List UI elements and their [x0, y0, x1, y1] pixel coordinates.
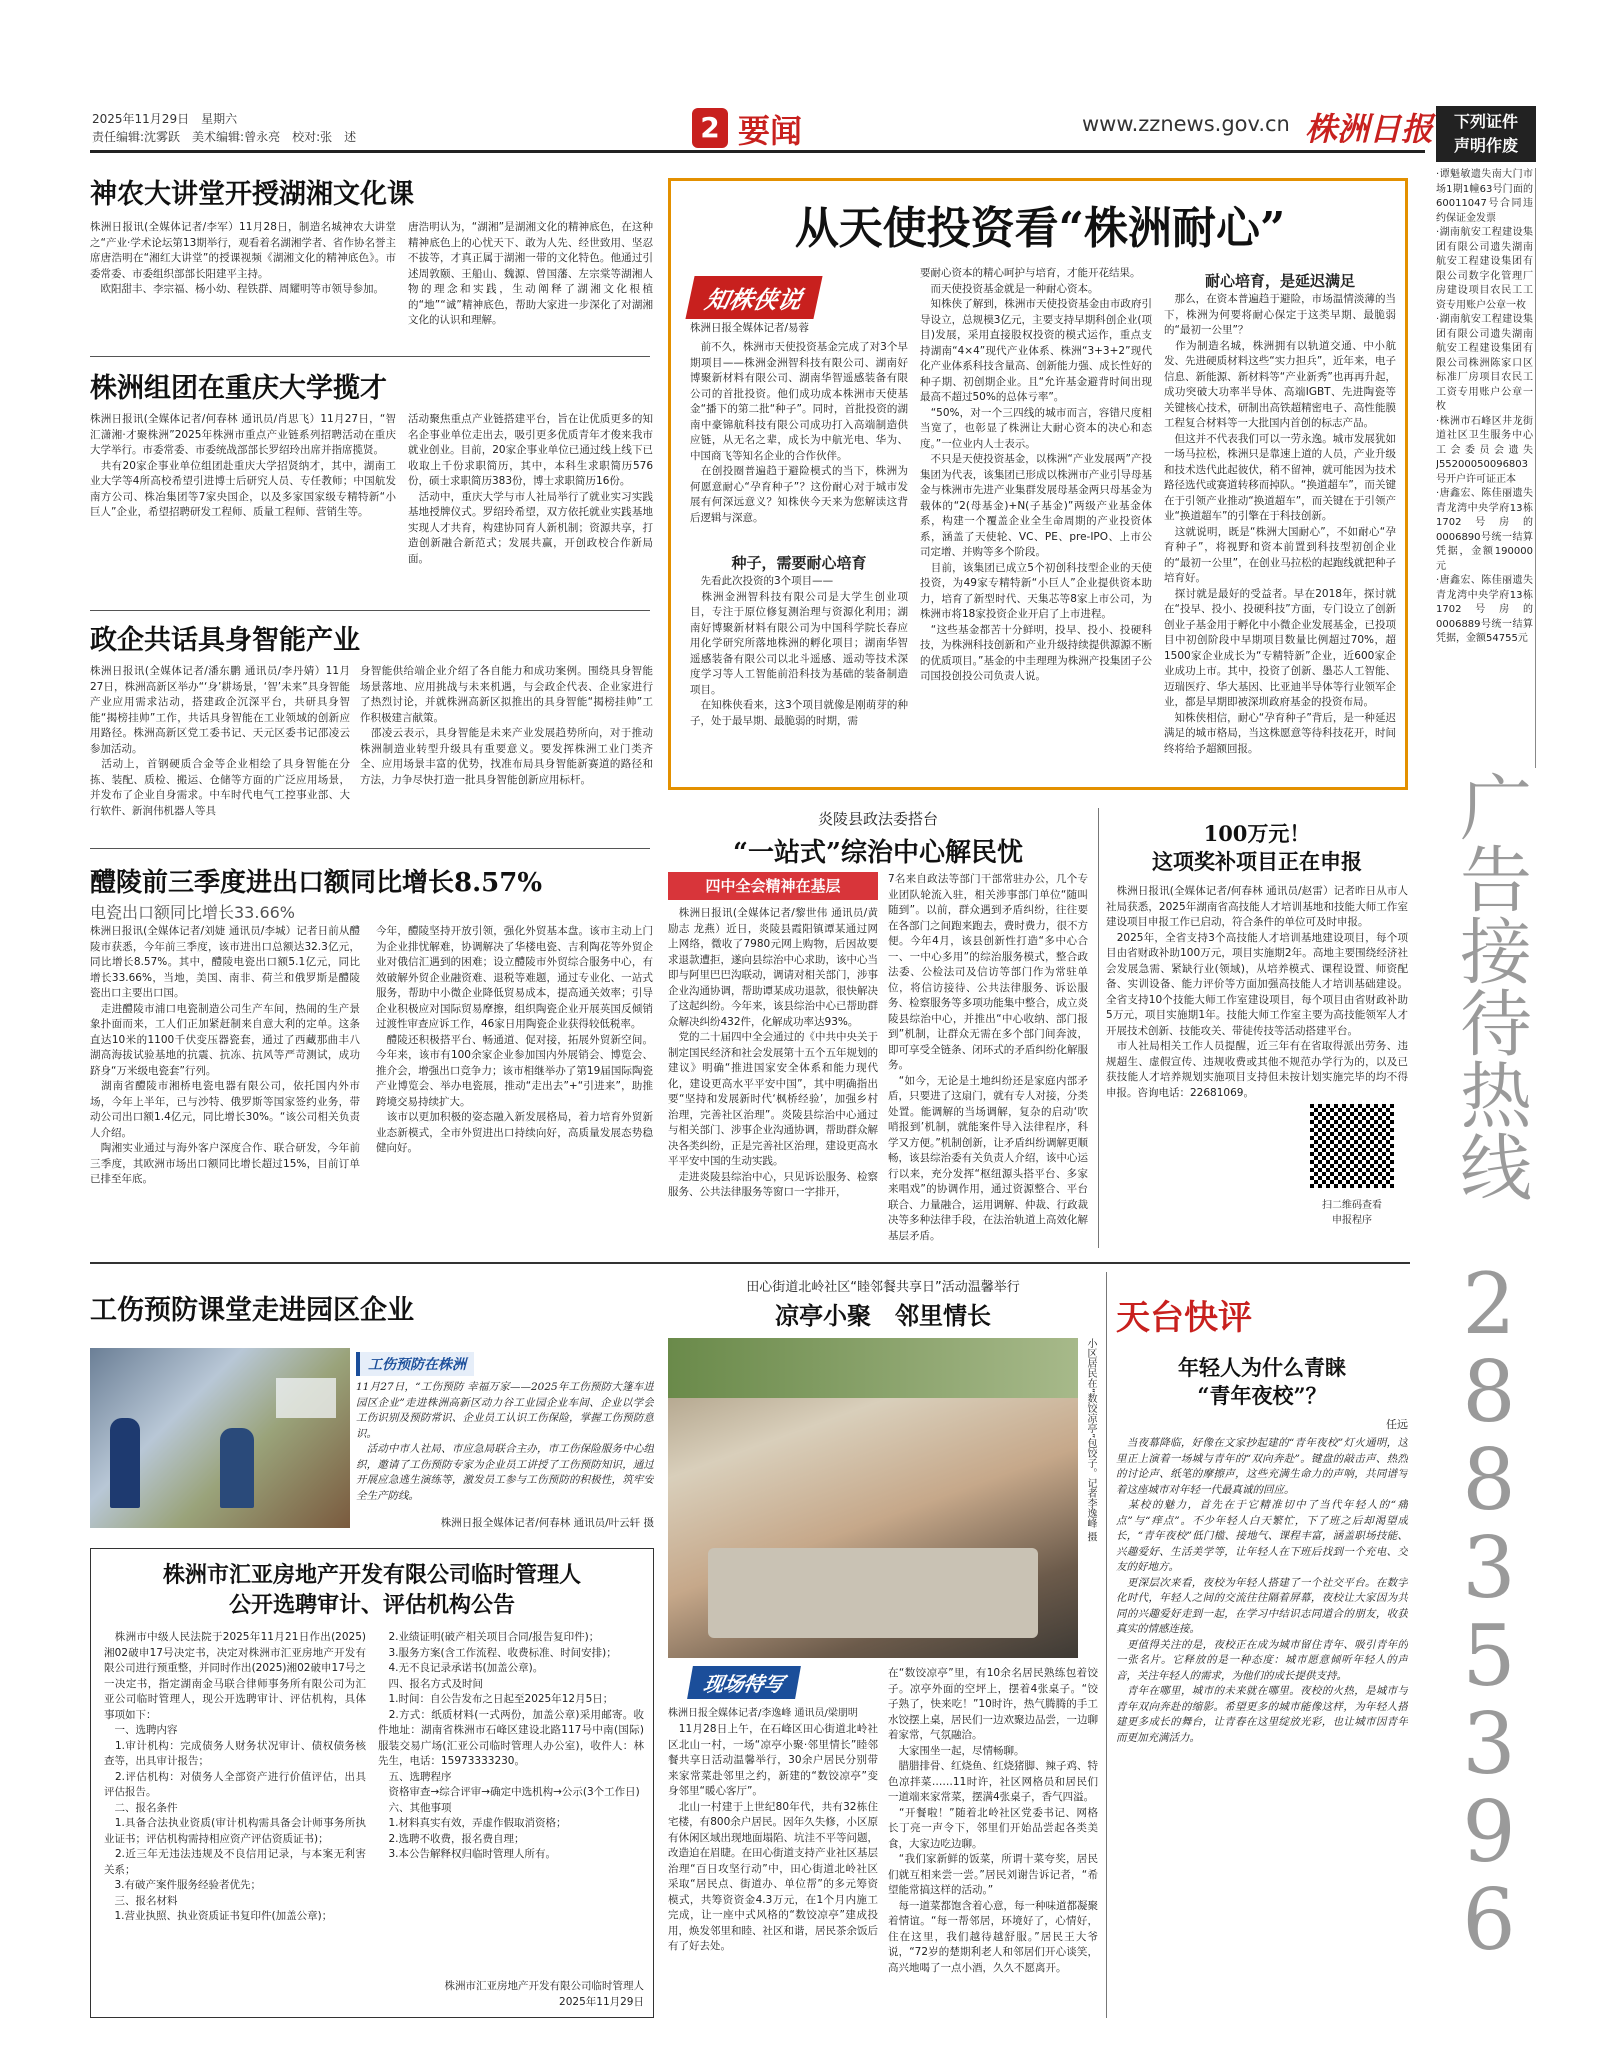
- article-9-title: 凉亭小聚 邻里情长: [775, 1301, 991, 1330]
- article-6-col2: 2.业绩证明(破产相关项目合同/报告复印件)； 3.服务方案(含工作流程、收费标准、时间安排)； 4.无不良记录承诺书(加盖公章)。 四、报名方式及时间 1.时间：自公告发布之日起至2025年12月5日； 2.方式：纸质材料(一式两份，加盖公章)采用邮寄。收件地址：湖南省株洲市石峰区建设北路117号中南(国际)服装交易广场(汇亚公司临时管理人办公室)，收件人：林先生，电话：15973333230。 五、选聘程序 资格审查→综合评审→确定中选机构→公示(3个工作日) 六、其他事项 1.材料真实有效，弄虚作假取消资格； 2.选聘不收费，报名费自理； 3.本公告解释权归临时管理人所有。: [378, 1631, 644, 1860]
- article-6-sign: 株洲市汇亚房地产开发有限公司临时管理人: [444, 1980, 644, 1992]
- article-9-kicker: 田心街道北岭社区“睦邻餐共享日”活动温馨举行: [746, 1280, 1020, 1295]
- article-5-title: 工伤预防课堂走进园区企业: [90, 1295, 414, 1326]
- notice-text: ·谭魁敏遗失南大门市场1期1幢63号门面的60011047号合同违约保证金发票 ·湖南航安工程建设集团有限公司遗失湖南航安工程建设集团有限公司数字化管理厂房建设项目农民工工资专用账户公章一枚 ·湖南航安工程建设集团有限公司遗失湖南航安工程建设集团有限公司株洲陈家口区标准厂房项目农民工工资专用账户公章一枚 ·株洲市石峰区井龙街道社区卫生服务中心工会委员会遗失J55200050096803号开户许可证正本 ·唐鑫宏、陈佳丽遗失青龙湾中央学府13栋1702号房的0006890号统一结算凭据，金额190000元 ·唐鑫宏、陈佳丽遗失青龙湾中央学府13栋1702号房的0006889号统一结算凭据，金额54755元: [1436, 168, 1536, 768]
- article-9-byline: 株洲日报全媒体记者/李逸峰 通讯员/梁朋明: [668, 1708, 858, 1719]
- article-3-col1: 株洲日报讯(全媒体记者/潘东鹏 通讯员/李丹婧）11月27日，株洲高新区举办“‘身’耕场景，‘智’未来”具身智能产业应用需求沾动，搭建政企沉深平台，共研具身智能“揭榜挂帅”工作，共话具身智能在工业领域的创新应用路径。株洲高新区党工委书记、天元区委书记邵凌云参加活动。 活动上，首钢硬质合金等企业相绘了具身智能在分拣、装配、质检、搬运、仓储等方面的广泛应用场景，并发布了企业自身需求。中车时代电气工控事业部、大行软件、新润伟机器人等具: [90, 665, 350, 817]
- article-9-col1: 11月28日上午，在石峰区田心街道北岭社区北山一村，一场“凉亭小聚·邻里情长”睦邻餐共享日活动温馨举行，30余户居民分别带来家常菜赴邻里之约，新建的“数饺凉亭”变身邻里“暖心客厅”。 北山一村建于上世纪80年代，共有32栋住宅楼，有800余户居民。因年久失修，小区原有休闲区域出现地面塌陷、坑洼不平等问题，改造迫在眉睫。在田心街道支持产业社区基层治理“百日攻坚行动”中，田心街道北岭社区采取“居民点、街道办、单位帮”的多元筹资模式，共筹资资金4.3万元，在1个月内施工完成，让一座中式风格的“数饺凉亭”建成投用，焕发邻里和睦、社区和谐，居民茶余饭后有了好去处。: [668, 1723, 878, 1952]
- feature-byline: 株洲日报全媒体记者/易蓉: [690, 322, 810, 334]
- comment-column: 天台快评: [1116, 1298, 1252, 1338]
- article-7-col1: 株洲日报讯(全媒体记者/黎世伟 通讯员/黄励志 龙燕）近日，炎陵县霞阳镇谭某通过网上网络，微收了7980元网上购物，后因故要求退款遭拒，遂向县综治中心求助，该中心当即与阿里巴巴沟联动，调请对相关部门，涉事企业沟通协调，帮助谭某成功退款，很快解决了这起纠纷。今年来，该县综治中心已帮助群众解决纠纷432件，化解成功率达93%。 党的二十届四中全会通过的《中共中央关于制定国民经济和社会发展第十五个五年规划的建议》明确“推进国家安全体系和能力现代化，建设更高水平平安中国”，其中明确指出要“坚持和发展新时代‘枫桥经验’，加强乡村治理，完善社区治理”。炎陵县综治中心通过与相关部门、涉事企业沟通协调，帮助群众解决各类纠纷，正是完善社区治理，建设更高水平平安中国的生动实践。 走进炎陵县综治中心，只见诉讼服务、检察服务、公共法律服务等窗口一字排开，: [668, 907, 878, 1198]
- ad-label: 广告接待热线: [1448, 770, 1532, 1202]
- article-4-title: 醴陵前三季度进出口额同比增长8.57%: [90, 868, 543, 898]
- website-link[interactable]: www.zznews.gov.cn: [1082, 112, 1290, 136]
- article-6-date: 2025年11月29日: [559, 1996, 644, 2008]
- article-5-text: 11月27日，“工伤预防 幸福万家——2025年工伤预防大篷车进园区企业”走进株洲高新区动力谷工业园企业车间、企业以学会工伤识别及预防常识、企业员工认识工伤保险，掌握工伤预防意识。 活动中市人社局、市应急局联合主办，市工伤保险服务中心组织，邀请了工伤预防专家为企业员工讲授了工伤预防知识，通过开展应急逃生演练等，激发员工参与工伤预防的积极性，筑牢安全生产防线。: [356, 1381, 654, 1502]
- editors-line: 责任编辑:沈雾跃 美术编辑:曾永亮 校对:张 述: [92, 130, 357, 144]
- notice-title: 下列证件 声明作废: [1436, 106, 1536, 162]
- feature-col2: 要耐心资本的精心呵护与培育，才能开花结果。 而天使投资基金就是一种耐心资本。 知株侠了解到，株洲市天使投资基金由市政府引导设立，总规模3亿元，主要支持早期科创企业(项目)发展，采用直接股权投资的模式运作，重点支持湖南“4×4”现代产业体系、株洲“3+3+2”现代化产业体系科技含量高、创新能力强、成长性好的种子期、初创期企业。且“允许基金避背时间出现最高不超过50%的总体亏率”。 “50%，对一个三四线的城市而言，容错尺度相当宽了，也彰显了株洲让大耐心资本的决心和态度。”一位业内人士表示。 不只是天使投资基金，以株洲“产业发展两”产投集团为代表，该集团已形成以株洲市产业引导母基金与株洲市先进产业集群发展母基金两只母基金为载体的“2(母基金)+N(子基金)”两级产业基金体系，构建一个覆盖企业全生命周期的产业投资体系，涵盖了天使轮、VC、PE、pre-IPO、上市公司定增、并购等多个阶段。 目前，该集团已成立5个初创科技型企业的天使投资，为49家专精特新“小巨人”企业提供资本助力，培育了新型时代、天集芯等8家上市公司，为株洲市将18家投资企业开启了上市进程。 “这些基金都苦十分鲜明，投早、投小、投硬科技，为株洲科技创新和产业升级持续提供源源不断的优质项目。”基金的中圭理理为株洲产投集团子公司国投创投公司负责人说。: [920, 267, 1152, 682]
- page-number: 2: [692, 108, 728, 148]
- article-5-credit: 株洲日报全媒体记者/何春林 通讯员/叶云轩 摄: [440, 1517, 654, 1529]
- article-7-column: 四中全会精神在基层: [668, 872, 878, 900]
- article-2-col2: 活动聚焦重点产业链搭建平台，旨在让优质更多的知名企事业单位走出去，吸引更多优质青年才俊来我市就业创业。目前，20家企事业单位已通过线上线下已收取上千份求职简历，其中，本科生求职简历576份，硕士求职简历383份，博士求职简历16份。 活动中，重庆大学与市人社局举行了就业实习实践基地授牌仪式。罗绍玲希望，双方依托就业实践基地实现人才共育，构建协同育人新机制；资源共享，打造创新融合新范式；发展共赢，开创政校合作新局面。: [408, 413, 653, 565]
- article-9-col2: 在“数饺凉亭”里，有10余名居民熟练包着饺子。凉亭外面的空坪上，摆着4张桌子。“饺子熟了，快来吃！”10时许，热气腾腾的手工水饺摆上桌，居民们一边欢聚边品尝，一边聊着家常，气氛融洽。 大家围坐一起，尽情畅聊。 腊腊排骨、红烧鱼、红烧猪脚、辣子鸡、特色凉拌菜……11时许，社区网格员和居民们一道端来家常菜，摆满4张桌子，香气四溢。 “开餐啦！”随着北岭社区党委书记、网格长丁亮一声令下，邻里们开始品尝起各类美食，大家边吃边聊。 “我们家新鲜的饭菜，所谓十菜夸奖，居民们就互相来尝一尝。”居民刘谢告诉记者，“希望能常搞这样的活动。” 每一道菜都饱含着心意，每一种味道都凝聚着情谊。“每一帮邻居，环境好了，心情好，住在这里，我们越待越舒服。”居民王大爷说，“72岁的楚期利老人和邻居们开心谈笑，高兴地喝了一点小酒，久久不愿离开。: [888, 1667, 1098, 1974]
- article-8-title-2: 这项奖补项目正在申报: [1152, 849, 1362, 874]
- article-1-title: 神农大讲堂开授湖湘文化课: [90, 179, 414, 210]
- article-1-col1: 株洲日报讯(全媒体记者/李军）11月28日，制造名城神农大讲堂之“产业·学术论坛第13期举行，观看着名湖湘学者、省作协名誉主席唐浩明在“湘红大讲堂”的授课视频《湖湘文化的精神底色》。市委常委、市委组织部部长阳建平主持。 欧阳甜丰、李宗福、杨小幼、程铁群、周耀明等市领导参加。: [90, 221, 396, 295]
- article-7-title: “一站式”综治中心解民忧: [733, 838, 1023, 868]
- feature-col3: 那么，在资本普遍趋于避险，市场温情淡薄的当下，株洲为何要将耐心保定于这类早期、最脆弱的“最初一公里”？ 作为制造名城，株洲拥有以轨道交通、中小航发、先进硬质材料这些“实力担兵”，近年来，电子信息、新能源、新材料等“产业新秀”也再再升起，成功突破大功率半导体、高端IGBT、先进陶瓷等关键核心技术，研制出高铁超精密电子、高性能膜工程复合材料等一大批国内首创的标志产品。 但这并不代表我们可以一劳永逸。城市发展犹如一场马拉松，株洲只是靠速上道的人员，产业升级和技术迭代此起彼伏，稍不留神，就可能因为技术路径选代或赛道转移而掉队。“换道超车”，而关键在于引领产业推动“换道超车”，而关键在于引领产业“换道超车”的引擎在于科技创新。 这就说明，既是“株洲大国耐心”，不如耐心“孕育种子”，将视野和资本前置到科技型初创企业的“最初一公里”，在创业马拉松的起跑线就把种子培育好。 探讨就是最好的受益者。早在2018年，探讨就在“投早、投小、投硬科技”方面，专门设立了创新创业子基金用于孵化中小微企业发展基金，已投项目中初创阶段中早期项目数量比例超过70%，超1500家企业成长为“专精特新”企业，近600家企业成功上市。其中，投资了创新、墨芯人工智能、迈瑞医疗、华大基因、比亚迪半导体等行业领军企业，都是早期即被深圳政府基金的投资布局。 知株侠相信，耐心“孕育种子”背后，是一种延迟满足的城市格局，当这株愿意等待科技花开，时间终将给予超额回报。: [1164, 293, 1396, 755]
- article-2-col1: 株洲日报讯(全媒体记者/何春林 通讯员/肖思飞）11月27日，“智汇潇湘·才聚株洲”2025年株洲市重点产业链系列招聘活动在重庆大学举行。市委常委、市委统战部部长罗绍玲出席并指席揽贤。 共有20家企事业单位组团赴重庆大学招贤纳才，其中，湖南工业大学等4所高校希望引进博士后研究人员、专任教师；中国航发南方公司、株冶集团等7家央国企，以及多家国家级专精特新“小巨人”企业，希望招聘研发工程师、质量工程师、营销生等。: [90, 413, 396, 518]
- qr-code[interactable]: [1310, 1104, 1394, 1188]
- work-safety-column: 工伤预防在株洲: [356, 1352, 474, 1376]
- dumpling-photo: [668, 1338, 1078, 1658]
- feature-col1b: 先看此次投资的3个项目—— 株洲金洲智科技有限公司是大学生创业项目，专注于原位修复测治理与资源化利用；湖南好博聚新材料有限公司为中国科学院长春应用化学研究所落地株洲的孵化项目；湖南华智遥感装备有限公司以北斗遥感、遥动等技术深度学习等人工智能前沿科技为基础的装备制造项目。 在知株侠看来，这3个项目就像是刚萌芽的种子，处于最早期、最脆弱的时期，需: [690, 575, 908, 727]
- article-4-col1: 株洲日报讯(全媒体记者/刘婕 通讯员/李城）记者日前从醴陵市获悉，今年前三季度，该市进出口总额达32.3亿元，同比增长8.57%。其中，醴陵电瓷出口额5.1亿元，同比增长33.66%，当地，美国、南非、荷兰和俄罗斯是醴陵瓷出口主要出口国。 走进醴陵市浦口电瓷制造公司生产车间，热闹的生产景象扑面而来，工人们正加紧赶制来自意大利的定单。这条直达10米的1100千伏变压器瓷套，通过了西藏那曲丰八湖高海拔试验基地的抗震、抗冻、抗风等严苛测试，成功跻身“万米级电瓷套”行列。 湖南省醴陵市湘桥电瓷电器有限公司，依托国内外市场，今年上半年，已与沙特、俄罗斯等国家签约业务，带动公司出口额1.4亿元，同比增长30%。“该公司相关负责人介绍。 陶湘实业通过与海外客户深度合作、联合研发，今年前三季度，其欧洲市场出口额同比增长超过15%，目前订单已排至年底。: [90, 925, 360, 1185]
- article-9-column: 现场特写: [687, 1666, 801, 1699]
- article-1-col2: 唐浩明认为，“湖湘”是湖湘文化的精神底色，在这种精神底色上的心忧天下、敢为人先、经世致用、坚忍不拔等，才真正属于湖湘一带的文化特色。他通过引述周敦颐、王船山、魏源、曾国藩、左宗棠等湖湘人物的理念和实践，生动阐释了湖湘文化根植的“地”“诚”精神底色，帮助大家进一步深化了对湖湘文化的认识和理解。: [408, 221, 653, 326]
- comment-text: 当夜幕降临，好像在文家抄起建的“青年夜校”灯火通明，这里正上演着一场城与青年的“双向奔赴”。键盘的敲击声、热烈的讨论声、纸笔的摩擦声，这些充满生命力的声响，共同谱写着这座城市对年轻一代最真诚的回应。 某校的魅力，首先在于它精准切中了当代年轻人的“痛点”与“痒点”。不少年轻人白天繁忙，下了班之后却渴望成长，“青年夜校”低门槛、接地气、课程丰富，涵盖职场技能、兴趣爱好、生活美学等，让年轻人在下班后找到一个充电、交友的好地方。 更深层次来看，夜校为年轻人搭建了一个社交平台。在数字化时代，年轻人之间的交流往往隔着屏幕，夜校让大家因为共同的兴趣爱好走到一起，在学习中结识志同道合的朋友，收获真实的情感连接。 更值得关注的是，夜校正在成为城市留住青年、吸引青年的一张名片。它释放的是一种态度：城市愿意倾听年轻人的声音，关注年轻人的需求，为他们的成长提供支持。 青年在哪里，城市的未来就在哪里。夜校的火热，是城市与青年双向奔赴的缩影。希望更多的城市能像这样，为年轻人搭建更多成长的舞台，让青春在这里绽放光彩，也让城市因青年而更加充满活力。: [1116, 1437, 1408, 1744]
- feature-subhead-2: 耐心培育，是延迟满足: [1204, 272, 1355, 290]
- feature-column-badge: 知株侠说: [685, 276, 822, 319]
- ad-phone[interactable]: 28835396: [1462, 1255, 1516, 1969]
- work-safety-photo: [90, 1348, 350, 1528]
- feature-subhead-1: 种子，需要耐心培育: [731, 554, 867, 572]
- feature-intro: 前不久，株洲市天使投资基金完成了对3个早期项目——株洲金洲智科技有限公司、湖南好博聚新材料有限公司、湖南华智遥感装备有限公司的首批投资。他们成功成本株洲市天使基金“播下的第二批“种子”。同时，首批投资的湖南中豪锦航科技有限公司成功打入高端制造供应链，从无名之辈，成长为中航光电、华为、中国商飞等知名企业的合作伙伴。 在创投圈普遍趋于避险模式的当下，株洲为何愿意耐心“孕育种子”？这份耐心对于城市发展有何深远意义？知株侠今天来为您解读这背后逻辑与深意。: [690, 341, 908, 524]
- photo-side-caption: 小区居民在“数饺凉亭”包饺子。记者李逸峰 摄: [1085, 1338, 1096, 1542]
- section-name: 要闻: [738, 112, 803, 150]
- article-8-title-1: 100万元！: [1203, 821, 1311, 846]
- feature-title: 从天使投资看“株洲耐心”: [794, 203, 1286, 254]
- article-6-col1: 株洲市中级人民法院于2025年11月21日作出(2025)湘02破申17号决定书，决定对株洲市汇亚房地产开发有限公司进行预重整，并同时作出(2025)湘02破申17号之一决定书，指定湖南金马联合律师事务所有限公司为汇亚公司临时管理人，现公开选聘审计、评估机构，具体事项如下： 一、选聘内容 1.审计机构：完成债务人财务状况审计、债权债务核查等，出具审计报告； 2.评估机构：对债务人全部资产进行价值评估，出具评估报告。 二、报名条件 1.具备合法执业资质(审计机构需具备会计师事务所执业证书；评估机构需持相应资产评估资质证书)； 2.近三年无违法违规及不良信用记录，与本案无利害关系； 3.有破产案件服务经验者优先； 三、报名材料 1.营业执照、执业资质证书复印件(加盖公章)；: [104, 1631, 366, 1922]
- comment-author: 任远: [1386, 1418, 1408, 1431]
- issue-date: 2025年11月29日 星期六: [92, 112, 238, 126]
- article-6-title: 株洲市汇亚房地产开发有限公司临时管理人 公开选聘审计、评估机构公告: [162, 1562, 581, 1618]
- masthead-logo: 株洲日报: [1305, 110, 1434, 148]
- article-3-col2: 身智能供给端企业介绍了各自能力和成功案例。围绕具身智能场景落地、应用挑战与未来机遇，与会政企代表、企业家进行了热烈讨论，并就株洲高新区拟推出的具身智能“揭榜挂帅”工作积极建言献策。 邵凌云表示，具身智能是未来产业发展趋势所向，对于推动株洲制造业转型升级具有重要意义。要发挥株洲工业门类齐全、应用场景丰富的优势，找准布局具身智能新赛道的路径和方法，力争尽快打造一批具身智能创新应用标杆。: [360, 665, 653, 786]
- qr-caption: 扫二维码查看 申报程序: [1322, 1200, 1382, 1226]
- article-3-title: 政企共话具身智能产业: [90, 625, 360, 656]
- article-7-col2: 7名来自政法等部门干部常驻办公，几个专业团队轮流入驻，相关涉事部门单位“随叫随到”。以前，群众遇到矛盾纠纷，往往要在各部门之间跑来跑去，费时费力，很不方便。今年4月，该县创新性打造“多中心合一、一中心多用”的综治服务模式，整合政法委、公检法司及信访等部门作为常驻单位，将信访接待、公共法律服务、诉讼服务、检察服务等多项功能集中整合，成立炎陵县综治中心，并推出“中心收纳、部门报到”机制，让群众无需在多个部门间奔波，即可享受全链条、闭环式的矛盾纠纷化解服务。 “如今，无论是土地纠纷还是家庭内部矛盾，只要进了这扇门，就有专人对接，分类处置。能调解的当场调解，复杂的启动‘吹哨报到’机制，就能案件导入法律程序，科学又方便。”机制创新，让矛盾纠纷调解更顺畅，该县综治委有关负责人介绍，该中心运行以来，充分发挥“枢纽源头搭平台、多家来唱戏”的协调作用，通过资源整合、平台联合、力量融合，运用调解、仲裁、行政裁决等多种法律手段，在法治轨道上高效化解基层矛盾。: [888, 873, 1088, 1242]
- article-2-title: 株洲组团在重庆大学揽才: [90, 373, 387, 404]
- article-4-subtitle: 电瓷出口额同比增长33.66%: [90, 903, 296, 922]
- article-4-col2: 今年，醴陵坚持开放引领，强化外贸基本盘。该市主动上门为企业排忧解难，协调解决了华楼电瓷、吉利陶花等外贸企业对俄信汇遇到的困难；设立醴陵市外贸综合服务中心，有效破解外贸企业融资难、退税等难题，通过专业化、一站式服务，帮助中小微企业降低贸易成本，提高通关效率；引导企业积极应对国际贸易摩擦，组织陶瓷企业开展英国反倾销过渡性审查应诉工作，46家日用陶瓷企业获得较低税率。 醴陵还积极搭平台、畅通道、促对接，拓展外贸新空间。今年来，该市有100余家企业参加国内外展销会、博览会、推介会，增强出口竞争力；该市相继举办了第19届国际陶瓷产业博览会、举办电瓷展，推动“走出去”+“引进来”，助推跨境交易持续扩大。 该市以更加积极的姿态融入新发展格局，着力培育外贸新业态新模式，全市外贸进出口持续向好，高质量发展态势稳健向好。: [376, 925, 653, 1154]
- article-7-kicker: 炎陵县政法委搭台: [817, 810, 938, 828]
- article-8-text: 株洲日报讯(全媒体记者/何春林 通讯员/赵雷）记者昨日从市人社局获悉，2025年湖南省高技能人才培训基地和技能大师工作室建设项目申报工作已启动，符合条件的单位可及时申报。 2025年，全省支持3个高技能人才培训基地建设项目，每个项目由省财政补助100万元，项目实施期2年。高地主要围绕经济社会发展急需、紧缺行业(领域)，从培养模式、课程设置、师资配备、实训设备、能力评价等方面加强高技能人才培训基础建设。全省支持10个技能大师工作室建设项目，每个项目由省财政补助5万元，项目实施期1年。技能大师工作室主要为高技能领军人才开展技术创新、技能攻关、带徒传技等活动搭建平台。 市人社局相关工作人员提醒，近三年有在省取得派出劳务、违规超生、虚假宣传、违规收费或其他不规范办学行为的，以及已获技能人才培养规划实施项目支持但未按计划实施完毕的均不得申报。咨询电话：22681069。: [1106, 885, 1408, 1098]
- comment-title: 年轻人为什么青睐 “青年夜校”？: [1178, 1355, 1346, 1408]
